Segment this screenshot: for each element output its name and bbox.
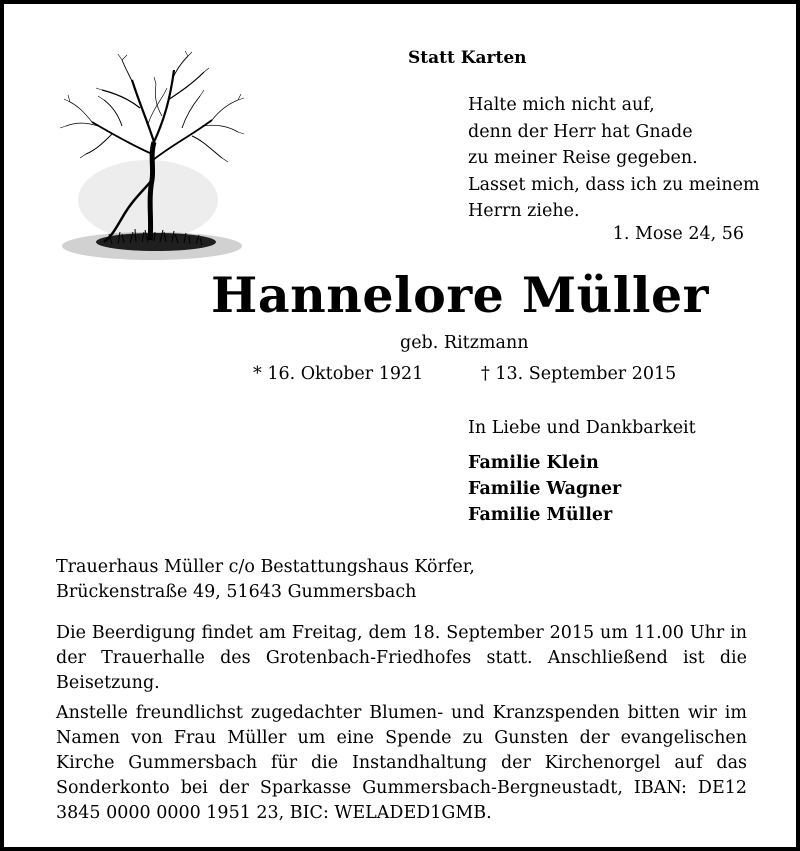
- family-name: Familie Klein: [468, 453, 599, 473]
- mourners-list: [468, 450, 621, 528]
- notices: [56, 621, 747, 826]
- funeral-notice: Die Beerdigung findet am Freitag, dem 18. September 2015 um 11.00 Uhr in der Trauerhalle des Grotenbach-Friedhofes statt. Anschließend ist die Beisetzung.: [56, 623, 747, 693]
- verse-line: Halte mich nicht auf,: [468, 95, 655, 115]
- verse-line: zu meiner Reise gegeben.: [468, 148, 698, 168]
- verse-line: Herrn ziehe.: [468, 201, 580, 221]
- address-line: Trauerhaus Müller c/o Bestattungshaus Körfer,: [56, 557, 475, 577]
- verse-line: Lasset mich, dass ich zu meinem: [468, 174, 760, 195]
- birth-date: * 16. Oktober 1921: [253, 364, 424, 384]
- verse-line: denn der Herr hat Gnade: [468, 121, 693, 142]
- mourning-address: [56, 555, 475, 605]
- mourners-intro: In Liebe und Dankbarkeit: [468, 418, 696, 438]
- family-name: Familie Wagner: [468, 479, 622, 499]
- death-date: † 13. September 2015: [481, 364, 677, 384]
- tree-icon: [52, 50, 256, 264]
- family-name: Familie Müller: [468, 505, 613, 525]
- statt-karten-heading: Statt Karten: [408, 48, 527, 68]
- birth-name: geb. Ritzmann: [400, 333, 529, 353]
- address-line: Brückenstraße 49, 51643 Gummersbach: [56, 582, 417, 602]
- bible-verse: [468, 92, 760, 225]
- deceased-name: Hannelore Müller: [211, 266, 709, 324]
- verse-source: 1. Mose 24, 56: [612, 224, 744, 244]
- donation-notice: Anstelle freundlichst zugedachter Blumen- und Kranzspenden bitten wir im Namen von Frau Müller um eine Spende zu Gunsten der evangelischen Kirche Gummersbach für die Instandhaltung der Kirchenorgel auf das Sonderkonto bei der Sparkasse Gummersbach-Bergneustadt, IBAN: DE12 3845 0000 0000 1951 23, BIC: WELADED1GMB.: [56, 703, 747, 823]
